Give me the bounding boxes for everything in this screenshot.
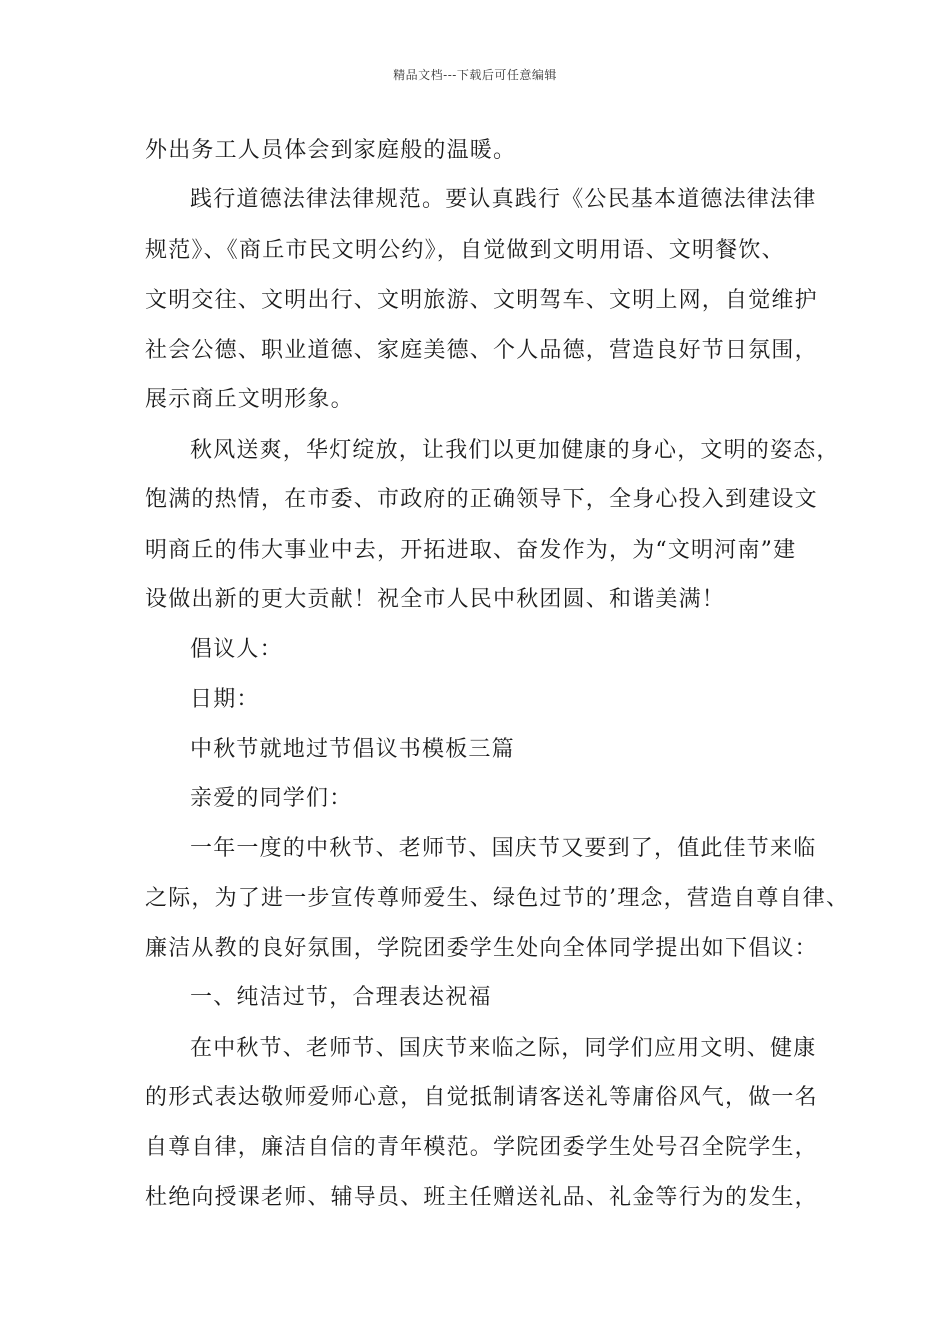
page-header: 精品文档---下载后可任意编辑 — [393, 68, 557, 82]
text-line: 明商丘的伟大事业中去，开拓进取、奋发作为，为“文明河南”建 — [145, 538, 797, 563]
text-line: 秋风送爽，华灯绽放，让我们以更加健康的身心，文明的姿态， — [190, 438, 840, 463]
text-line: 规范》、《商丘市民文明公约》，自觉做到文明用语、文明餐饮、 — [145, 238, 785, 263]
subheading: 一、纯洁过节，合理表达祝福 — [190, 985, 492, 1010]
salutation: 亲爱的同学们： — [190, 786, 353, 811]
text-line: 外出务工人员体会到家庭般的温暖。 — [145, 138, 517, 163]
text-line: 一年一度的中秋节、老师节、国庆节又要到了，值此佳节来临 — [190, 836, 817, 861]
date-label: 日期： — [190, 687, 260, 712]
section-title: 中秋节就地过节倡议书模板三篇 — [190, 737, 515, 762]
text-line: 之际，为了进一步宣传尊师爱生、绿色过节的’理念，营造自尊自律、 — [145, 886, 850, 911]
text-line: 杜绝向授课老师、辅导员、班主任赠送礼品、礼金等行为的发生， — [145, 1185, 818, 1210]
text-line: 展示商丘文明形象。 — [145, 387, 354, 412]
signatory-label: 倡议人： — [190, 637, 283, 662]
text-line: 践行道德法律法律规范。要认真践行《公民基本道德法律法律 — [190, 187, 817, 212]
text-line: 在中秋节、老师节、国庆节来临之际，同学们应用文明、健康 — [190, 1036, 817, 1061]
text-line: 廉洁从教的良好氛围，学院团委学生处向全体同学提出如下倡议： — [145, 936, 818, 961]
text-line: 自尊自律，廉洁自信的青年模范。学院团委学生处号召全院学生， — [145, 1135, 818, 1160]
text-line: 饱满的热情，在市委、市政府的正确领导下，全身心投入到建设文 — [145, 487, 818, 512]
text-line: 社会公德、职业道德、家庭美德、个人品德，营造良好节日氛围， — [145, 338, 818, 363]
text-line: 的形式表达敬师爱师心意，自觉抵制请客送礼等庸俗风气，做一名 — [145, 1085, 818, 1110]
text-line: 设做出新的更大贡献！祝全市人民中秋团圆、和谐美满！ — [145, 587, 726, 612]
text-line: 文明交往、文明出行、文明旅游、文明驾车、文明上网，自觉维护 — [145, 288, 818, 313]
